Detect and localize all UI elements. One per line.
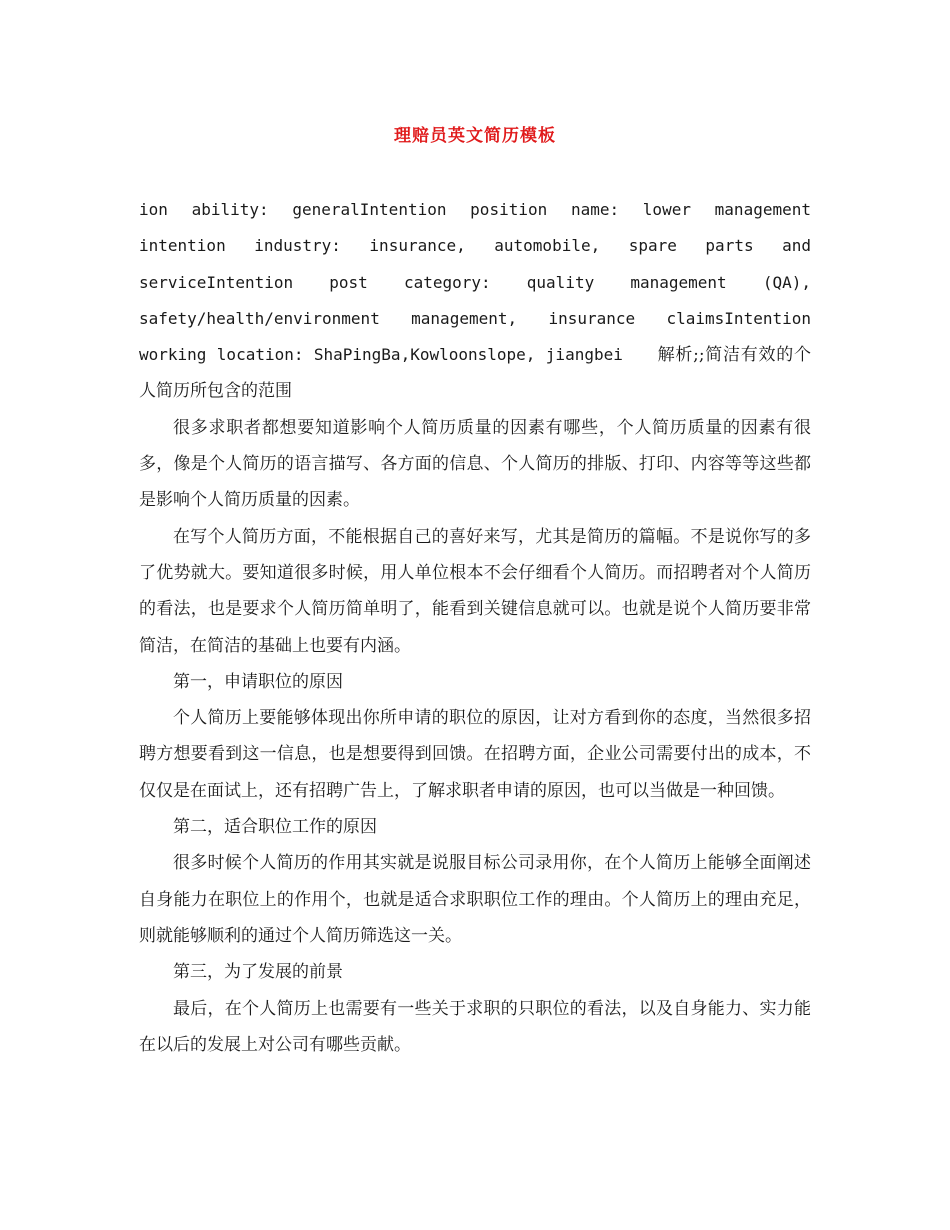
body-paragraph: 个人简历上要能够体现出你所申请的职位的原因，让对方看到你的态度，当然很多招聘方想要看到这一信息，也是想要得到回馈。在招聘方面，企业公司需要付出的成本，不仅仅是在面试上，还有招聘广告上，了解求职者申请的原因，也可以当做是一种回馈。 [139,708,811,801]
document-title: 理赔员英文简历模板 [394,126,556,146]
body-paragraph: 很多求职者都想要知道影响个人简历质量的因素有哪些，个人简历质量的因素有很多，像是个人简历的语言描写、各方面的信息、个人简历的排版、打印、内容等等这些都是影响个人简历质量的因素。 [139,417,811,511]
intro-paragraph [139,192,811,410]
body-paragraph: 最后，在个人简历上也需要有一些关于求职的只职位的看法，以及自身能力、实力能在以后的发展上对公司有哪些贡献。 [139,998,811,1055]
section-heading: 第二，适合职位工作的原因 [173,817,377,838]
section-heading: 第三，为了发展的前景 [173,962,343,983]
intro-chinese-text: 解析;;简洁有效的个人简历所包含的范围 [139,345,811,402]
intro-english-text: ion ability: generalIntention position name: lower management intention industry: insurance, automobile, spare parts and serviceIntention post category: quality management (QA), safety/health/environment management, insurance claimsIntention working location: ShaPingBa,Kowloonslope, jiangbei [139,200,811,365]
body-paragraph: 很多时候个人简历的作用其实就是说服目标公司录用你，在个人简历上能够全面阐述自身能力在职位上的作用个，也就是适合求职职位工作的理由。个人简历上的理由充足，则就能够顺利的通过个人简历筛选这一关。 [139,853,811,946]
body-paragraph: 在写个人简历方面，不能根据自己的喜好来写，尤其是简历的篇幅。不是说你写的多了优势就大。要知道很多时候，用人单位根本不会仔细看个人简历。而招聘者对个人简历的看法，也是要求个人简历简单明了，能看到关键信息就可以。也就是说个人简历要非常简洁，在简洁的基础上也要有内涵。 [139,526,811,656]
document-body [139,192,811,1063]
section-heading: 第一，申请职位的原因 [173,671,343,692]
